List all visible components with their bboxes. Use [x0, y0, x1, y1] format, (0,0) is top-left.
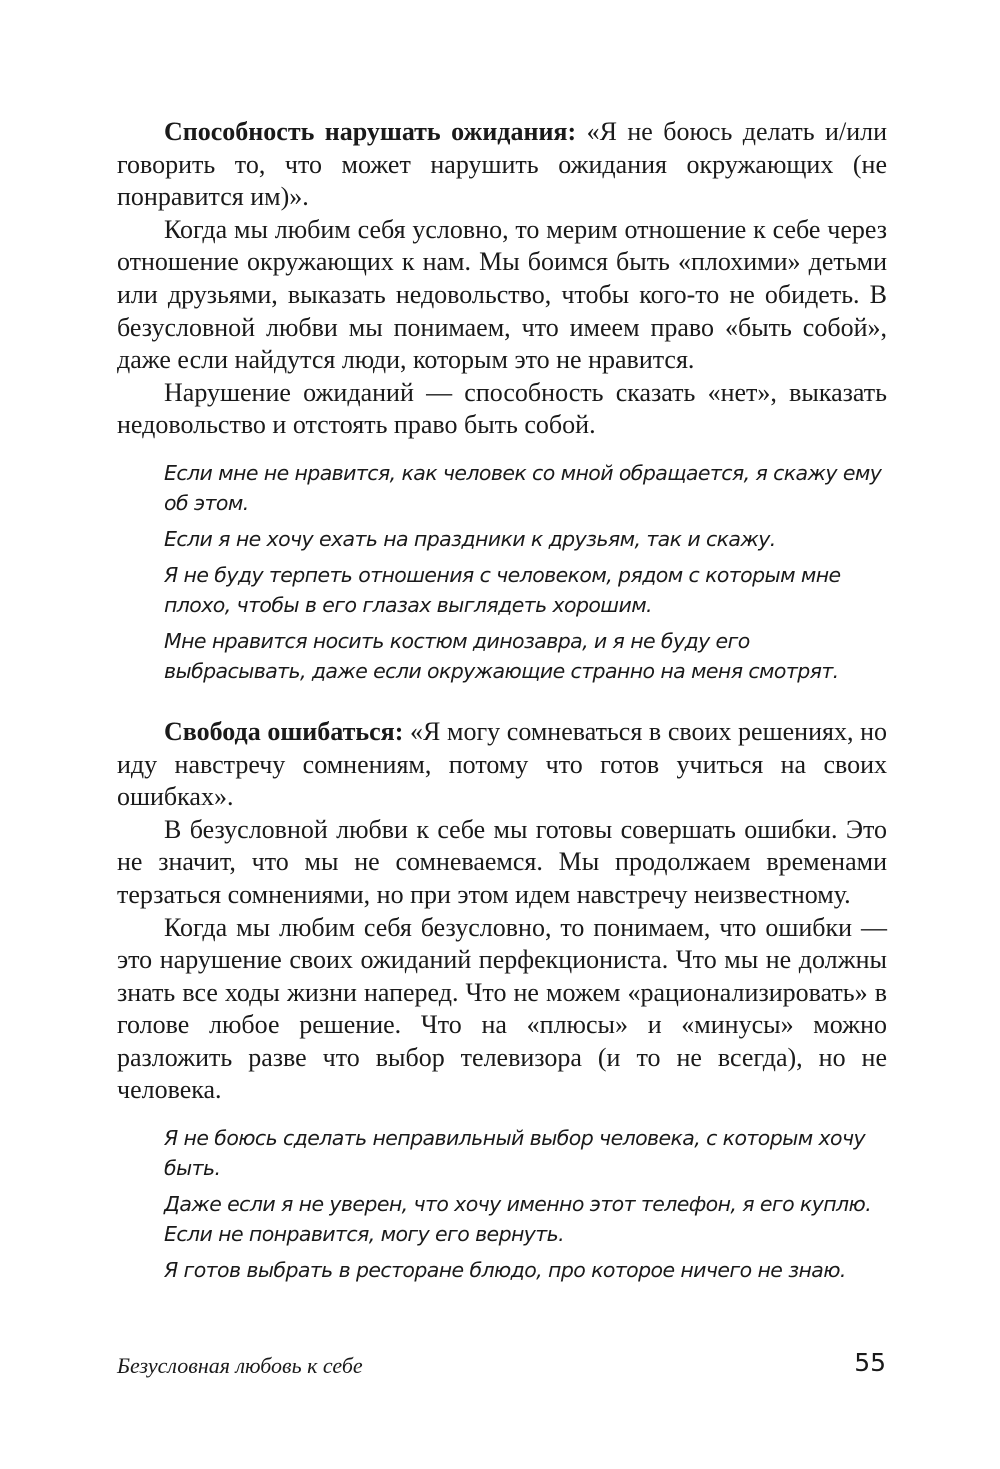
section1-examples: [164, 458, 887, 686]
section1-heading-rest: «Я не боюсь делать и/или говорить то, что может нарушить ожидания окружающих (не понравится им)».: [117, 117, 887, 212]
example-quote: Я готов выбрать в ресторане блюдо, про которое ничего не знаю.: [164, 1258, 846, 1283]
section2-paragraph-1: В безусловной любви к себе мы готовы совершать ошибки. Это не значит, что мы не сомневаемся. Мы продолжаем временами терзаться сомнениями, но при этом идем навстречу неизвестному.: [117, 814, 887, 909]
example-quote: Даже если я не уверен, что хочу именно этот телефон, я его куплю. Если не понравится, могу его вернуть.: [164, 1192, 872, 1247]
section2-examples: [164, 1123, 887, 1285]
page-body: [117, 116, 887, 1291]
example-quote: Я не боюсь сделать неправильный выбор человека, с которым хочу быть.: [164, 1126, 865, 1181]
example-quote: Мне нравится носить костюм динозавра, и я не буду его выбрасывать, даже если окружающие странно на меня смотрят.: [164, 628, 839, 683]
section2-heading-rest: «Я могу сомневаться в своих решениях, но иду навстречу сомнениям, потому что готов учиться на своих ошибках».: [117, 716, 888, 812]
section1-paragraph-1: Когда мы любим себя условно, то мерим отношение к себе через отношение окружающих к нам. Мы боимся быть «плохими» детьми или друзьями, выказать недовольство, чтобы кого-то не обидеть. В безусловной любви мы понимаем, что имеем право «быть собой», даже если найдутся люди, которым это не нравится.: [117, 214, 887, 375]
section2-heading: Свобода ошибаться:: [164, 716, 404, 746]
section2-intro: [117, 716, 887, 814]
example-quote: Если мне не нравится, как человек со мной обращается, я скажу ему об этом.: [164, 460, 882, 515]
example-quote: Я не буду терпеть отношения с человеком, рядом с которым мне плохо, чтобы в его глазах выглядеть хорошим.: [164, 562, 841, 617]
section2-paragraph-2: Когда мы любим себя безусловно, то понимаем, что ошибки — это нарушение своих ожиданий перфекциониста. Что мы не должны знать все ходы жизни наперед. Что не можем «рационализировать» в голове любое решение. Что на «плюсы» и «минусы» можно разложить разве что выбор телевизора (и то не всегда), но не человека.: [117, 912, 887, 1105]
running-footer-title: Безусловная любовь к себе: [117, 1353, 363, 1378]
example-quote: Если я не хочу ехать на праздники к друзьям, так и скажу.: [164, 526, 776, 551]
section1-intro: [117, 116, 887, 214]
section1-heading: Способность нарушать ожидания:: [164, 117, 577, 146]
page-number: 55: [854, 1348, 886, 1377]
section1-paragraph-2: Нарушение ожиданий — способность сказать «нет», выказать недовольство и отстоять право быть собой.: [117, 377, 887, 440]
section-gap: [117, 692, 887, 716]
